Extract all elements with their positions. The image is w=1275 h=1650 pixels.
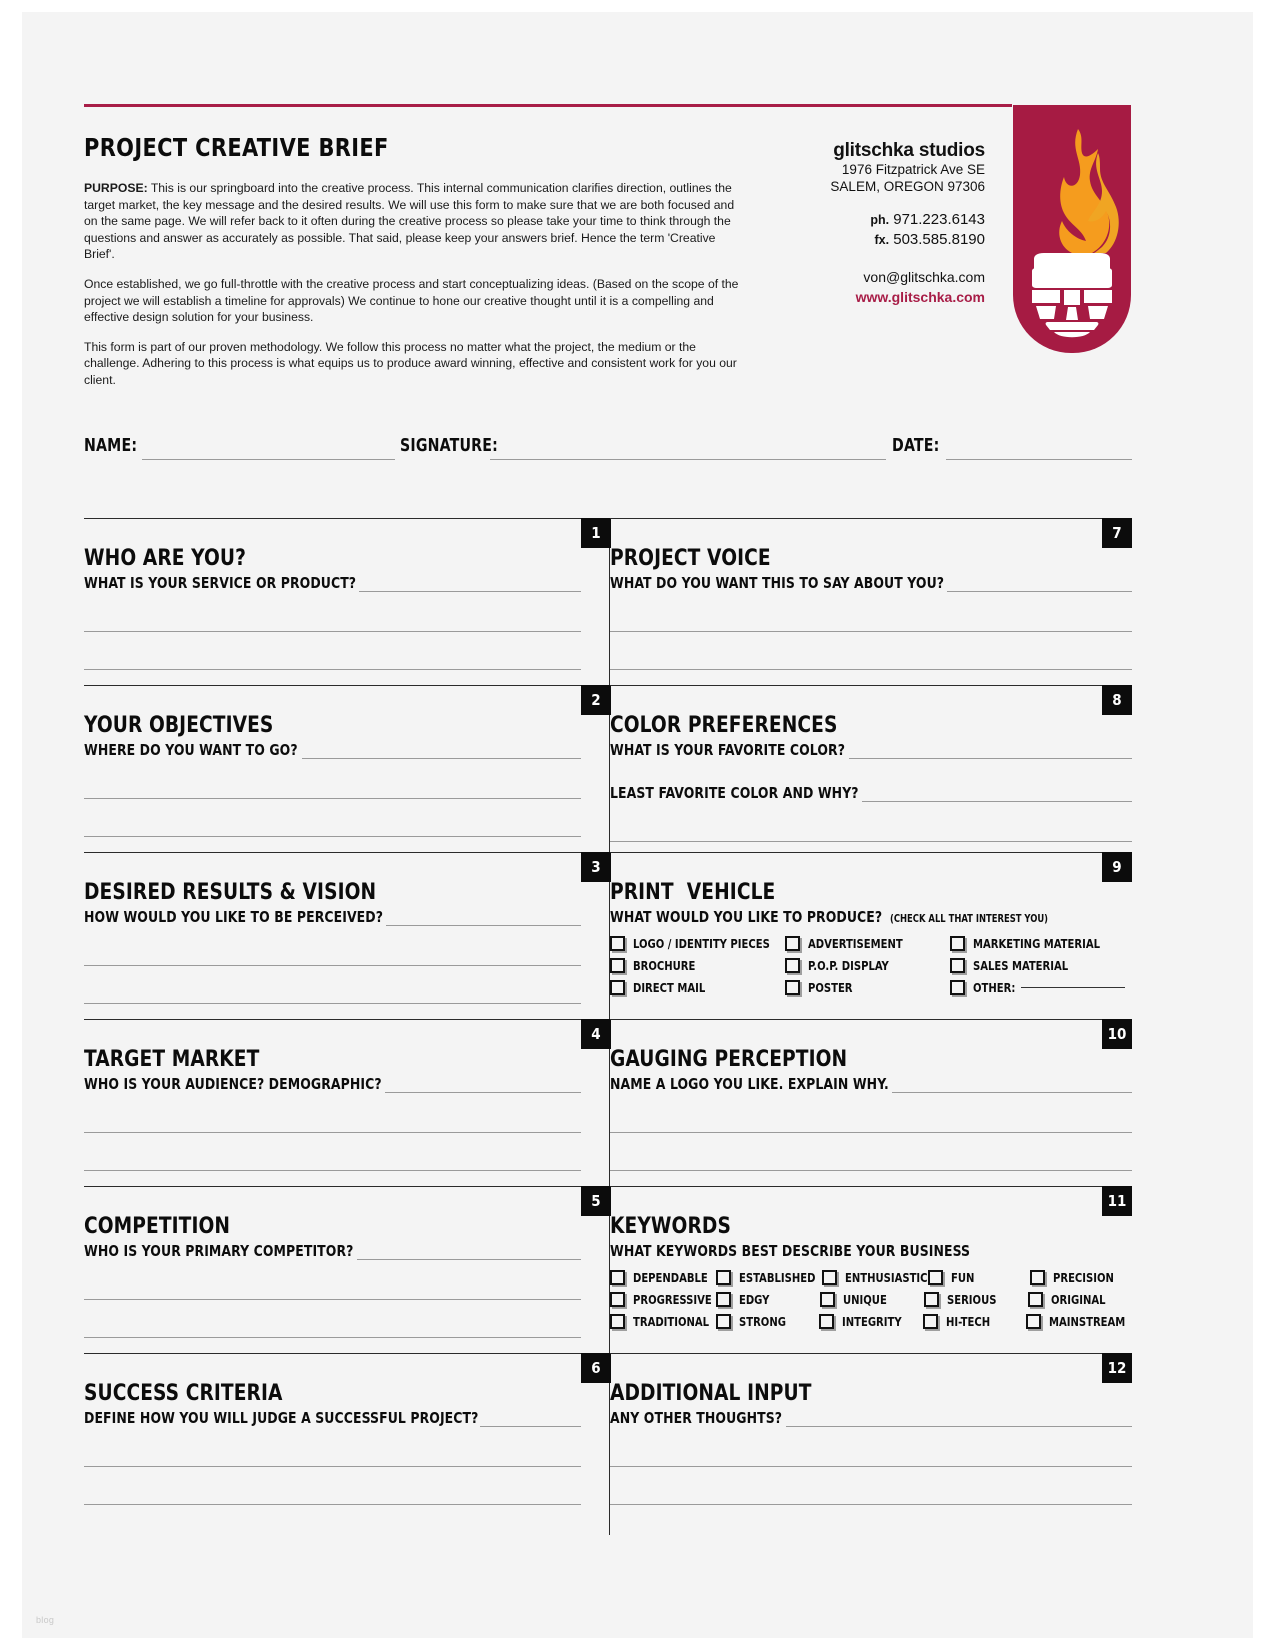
checkbox-label: DEPENDABLE [633, 1270, 708, 1285]
signature-input[interactable] [490, 459, 886, 460]
section-title: GAUGING PERCEPTION [610, 1046, 848, 1072]
section-body [610, 685, 1132, 842]
checkbox-option-direct-mail[interactable] [610, 980, 785, 995]
signature-row [84, 436, 1132, 460]
purpose-label: PURPOSE: [84, 181, 148, 195]
checkbox-icon[interactable] [610, 936, 625, 951]
checkbox-option-mainstream[interactable] [1026, 1314, 1132, 1329]
phone-group [785, 210, 985, 250]
form-section-7 [610, 518, 1132, 685]
section-subtitle-input[interactable] [947, 591, 1132, 592]
section-number-badge-1: 1 [581, 518, 611, 548]
section-note: (CHECK ALL THAT INTEREST YOU) [889, 913, 1048, 925]
checkbox-label: FUN [951, 1270, 975, 1285]
spacer [84, 1262, 581, 1299]
checkbox-icon[interactable] [924, 1292, 939, 1307]
section-subtitle-row [84, 574, 581, 594]
checkbox-icon[interactable] [950, 936, 965, 951]
header-accent-rule [84, 104, 1012, 107]
section-subtitle-2-row [610, 784, 1132, 804]
section-subtitle: WHAT IS YOUR SERVICE OR PRODUCT? [84, 574, 357, 592]
checkbox-icon[interactable] [716, 1314, 731, 1329]
answer-line[interactable] [84, 1504, 581, 1505]
section-number-badge-12: 12 [1102, 1353, 1132, 1383]
phone-label: ph. [870, 213, 890, 227]
checkbox-row [610, 958, 1132, 973]
section-body [84, 852, 581, 1004]
section-subtitle-row [84, 741, 581, 761]
section-number-badge-9: 9 [1102, 852, 1132, 882]
section-subtitle-input[interactable] [480, 1426, 581, 1427]
section-number-badge-8: 8 [1102, 685, 1132, 715]
checkbox-option-other[interactable] [950, 980, 1125, 995]
answer-line[interactable] [84, 836, 581, 837]
section-subtitle: WHO IS YOUR AUDIENCE? DEMOGRAPHIC? [84, 1075, 382, 1093]
section-subtitle-row [84, 908, 581, 928]
spacer [84, 632, 581, 669]
section-number-badge-11: 11 [1102, 1186, 1132, 1216]
page-margin-bottom [0, 1638, 1275, 1650]
purpose-paragraph [84, 180, 746, 263]
section-divider [610, 1019, 1132, 1020]
section-divider [84, 1019, 581, 1020]
section-subtitle: WHAT IS YOUR FAVORITE COLOR? [610, 741, 846, 759]
section-body [610, 1186, 1132, 1329]
checkbox-label: PROGRESSIVE [633, 1292, 712, 1307]
spacer [610, 1429, 1132, 1466]
section-subtitle: HOW WOULD YOU LIKE TO BE PERCEIVED? [84, 908, 384, 926]
spacer [610, 594, 1132, 631]
checkbox-option-brochure[interactable] [610, 958, 785, 973]
spacer [610, 632, 1132, 669]
spacer [84, 966, 581, 1003]
page-margin-top [0, 0, 1275, 12]
checkbox-label: ENTHUSIASTIC [845, 1270, 928, 1285]
form-section-11 [610, 1186, 1132, 1353]
section-subtitle: NAME A LOGO YOU LIKE. EXPLAIN WHY. [610, 1075, 889, 1093]
checkbox-label: SERIOUS [947, 1292, 997, 1307]
section-number-badge-2: 2 [581, 685, 611, 715]
section-number-badge-5: 5 [581, 1186, 611, 1216]
checkbox-option-edgy[interactable] [716, 1292, 820, 1307]
answer-line[interactable] [610, 841, 1132, 842]
checkbox-icon[interactable] [1030, 1270, 1045, 1285]
section-subtitle-input[interactable] [849, 758, 1132, 759]
answer-line[interactable] [610, 1170, 1132, 1171]
spacer [84, 761, 581, 798]
section-subtitle-row [610, 1075, 1132, 1095]
address-line-2: SALEM, OREGON 97306 [830, 178, 985, 194]
checkbox-grid [610, 1270, 1132, 1329]
spacer [610, 804, 1132, 841]
checkbox-icon[interactable] [923, 1314, 938, 1329]
section-subtitle-row [610, 574, 1132, 594]
answer-line[interactable] [84, 1170, 581, 1171]
section-number-badge-4: 4 [581, 1019, 611, 1049]
section-title: SUCCESS CRITERIA [84, 1380, 283, 1406]
checkbox-option-integrity[interactable] [819, 1314, 922, 1329]
date-label: DATE: [892, 436, 940, 456]
section-subtitle-input[interactable] [892, 1092, 1132, 1093]
checkbox-option-strong[interactable] [716, 1314, 819, 1329]
form-section-12 [610, 1353, 1132, 1520]
section-body [610, 518, 1132, 670]
checkbox-icon[interactable] [820, 1292, 835, 1307]
form-section-3 [84, 852, 601, 1019]
phone-number: 971.223.6143 [893, 211, 985, 228]
checkbox-icon[interactable] [928, 1270, 943, 1285]
form-section-1 [84, 518, 601, 685]
checkbox-icon[interactable] [785, 958, 800, 973]
section-subtitle-input[interactable] [357, 1259, 581, 1260]
address-line-1: 1976 Fitzpatrick Ave SE [841, 162, 985, 177]
form-section-5 [84, 1186, 601, 1353]
date-input[interactable] [946, 459, 1132, 460]
checkbox-option-enthusiastic[interactable] [822, 1270, 928, 1285]
spacer [610, 1095, 1132, 1132]
page-margin-right [1253, 0, 1275, 1650]
section-subtitle: WHERE DO YOU WANT TO GO? [84, 741, 298, 759]
purpose-text: This is our springboard into the creative process. This internal communication clarifies direction, outlines the target market, the key message and the desired results. We will use this form to make sure that we are both focused and on the same page. We will refer back to it often during the creative process so please take your time to think through the questions and answer as accurately as possible. That said, please keep your answers brief. Hence the term 'Creative Brief'. [84, 181, 735, 262]
paragraph-2: Once established, we go full-throttle with the creative process and start conceptualizing ideas. (Based on the scope of the project we will establish a timeline for approvals) We continue to hone our creative thought until it is a compelling and effective design solution for your business. [84, 276, 739, 325]
section-subtitle: WHAT WOULD YOU LIKE TO PRODUCE? [610, 908, 883, 926]
spacer [84, 928, 581, 965]
fax-number: 503.585.8190 [893, 231, 985, 248]
spacer [84, 594, 581, 631]
checkbox-option-sales-material[interactable] [950, 958, 1125, 973]
spacer [84, 1429, 581, 1466]
contact-block [785, 140, 985, 307]
spacer [84, 799, 581, 836]
checkbox-option-poster[interactable] [785, 980, 950, 995]
checkbox-label: ADVERTISEMENT [808, 936, 903, 951]
checkbox-option-p-o-p-display[interactable] [785, 958, 950, 973]
section-body [84, 1186, 581, 1338]
checkbox-icon[interactable] [610, 958, 625, 973]
checkbox-label: MARKETING MATERIAL [973, 936, 1101, 951]
answer-line[interactable] [610, 669, 1132, 670]
checkbox-option-hi-tech[interactable] [923, 1314, 1026, 1329]
spacer [610, 761, 1132, 781]
form-section-10 [610, 1019, 1132, 1186]
answer-line[interactable] [84, 1003, 581, 1004]
checkbox-label: SALES MATERIAL [973, 958, 1069, 973]
checkbox-row [610, 936, 1132, 951]
answer-line[interactable] [84, 1337, 581, 1338]
answer-line[interactable] [610, 1504, 1132, 1505]
checkbox-option-unique[interactable] [820, 1292, 924, 1307]
checkbox-option-logo-identity-pieces[interactable] [610, 936, 785, 951]
checkbox-label: UNIQUE [843, 1292, 887, 1307]
section-divider [84, 852, 581, 853]
section-body [84, 685, 581, 837]
section-divider [84, 1186, 581, 1187]
section-title: ADDITIONAL INPUT [610, 1380, 812, 1406]
checkbox-option-marketing-material[interactable] [950, 936, 1125, 951]
checkbox-label: TRADITIONAL [633, 1314, 710, 1329]
checkbox-icon[interactable] [610, 1292, 625, 1307]
section-subtitle-input[interactable] [786, 1426, 1132, 1427]
checkbox-label: ESTABLISHED [739, 1270, 816, 1285]
section-title: PRINT VEHICLE [610, 879, 776, 905]
checkbox-icon[interactable] [716, 1270, 731, 1285]
section-divider [84, 685, 581, 686]
checkbox-option-traditional[interactable] [610, 1314, 716, 1329]
section-subtitle-row [84, 1409, 581, 1429]
checkbox-grid [610, 936, 1132, 995]
section-subtitle: WHAT KEYWORDS BEST DESCRIBE YOUR BUSINESS [610, 1242, 971, 1260]
checkbox-label: P.O.P. DISPLAY [808, 958, 889, 973]
checkbox-option-original[interactable] [1028, 1292, 1132, 1307]
checkbox-option-established[interactable] [716, 1270, 822, 1285]
checkbox-row [610, 1292, 1132, 1307]
checkbox-icon[interactable] [950, 958, 965, 973]
checkbox-option-progressive[interactable] [610, 1292, 716, 1307]
section-subtitle: DEFINE HOW YOU WILL JUDGE A SUCCESSFUL PROJECT? [84, 1409, 479, 1427]
checkbox-label: PRECISION [1053, 1270, 1114, 1285]
section-divider [610, 518, 1132, 519]
section-body [84, 518, 581, 670]
checkbox-row [610, 980, 1132, 995]
checkbox-label: BROCHURE [633, 958, 696, 973]
section-divider [84, 518, 581, 519]
checkbox-option-fun[interactable] [928, 1270, 1030, 1285]
checkbox-icon[interactable] [785, 936, 800, 951]
checkbox-icon[interactable] [610, 1314, 625, 1329]
page-title: PROJECT CREATIVE BRIEF [84, 133, 389, 162]
checkbox-label: POSTER [808, 980, 853, 995]
checkbox-option-dependable[interactable] [610, 1270, 716, 1285]
section-subtitle-input[interactable] [385, 1092, 581, 1093]
section-body [610, 1353, 1132, 1505]
spacer [84, 1095, 581, 1132]
checkbox-label: EDGY [739, 1292, 770, 1307]
section-body [84, 1019, 581, 1171]
form-section-grid [84, 505, 1132, 1535]
phone-row [785, 210, 985, 230]
section-subtitle-input[interactable] [359, 591, 581, 592]
name-label: NAME: [84, 436, 138, 456]
fax-label: fx. [874, 233, 890, 247]
checkbox-icon[interactable] [610, 1270, 625, 1285]
header-block [84, 133, 754, 389]
spacer [610, 1467, 1132, 1504]
checkbox-icon[interactable] [950, 980, 965, 995]
section-number-badge-6: 6 [581, 1353, 611, 1383]
purpose-block [84, 180, 746, 389]
other-input[interactable] [1021, 987, 1125, 988]
section-title: DESIRED RESULTS & VISION [84, 879, 377, 905]
checkbox-icon[interactable] [822, 1270, 837, 1285]
section-divider [610, 1186, 1132, 1187]
section-divider [610, 852, 1132, 853]
checkbox-icon[interactable] [785, 980, 800, 995]
section-divider [84, 1353, 581, 1354]
section-subtitle: ANY OTHER THOUGHTS? [610, 1409, 783, 1427]
name-input[interactable] [142, 459, 395, 460]
checkbox-label: HI-TECH [945, 1314, 990, 1329]
form-section-8 [610, 685, 1132, 852]
section-subtitle-input[interactable] [386, 925, 581, 926]
section-subtitle-row [84, 1242, 581, 1262]
checkbox-option-precision[interactable] [1030, 1270, 1132, 1285]
section-title: TARGET MARKET [84, 1046, 260, 1072]
checkbox-label: OTHER: [973, 980, 1016, 995]
email-address[interactable]: von@glitschka.com [863, 269, 985, 285]
section-title: KEYWORDS [610, 1213, 731, 1239]
checkbox-row [610, 1270, 1132, 1285]
section-subtitle: WHO IS YOUR PRIMARY COMPETITOR? [84, 1242, 354, 1260]
checkbox-icon[interactable] [716, 1292, 731, 1307]
section-subtitle-row [610, 908, 1132, 928]
spacer [610, 1133, 1132, 1170]
section-number-badge-10: 10 [1102, 1019, 1132, 1049]
signature-label: SIGNATURE: [400, 436, 498, 456]
form-section-4 [84, 1019, 601, 1186]
spacer [84, 1133, 581, 1170]
section-subtitle-2: LEAST FAVORITE COLOR AND WHY? [610, 784, 859, 802]
section-subtitle-row [610, 1409, 1132, 1429]
checkbox-label: LOGO / IDENTITY PIECES [633, 936, 770, 951]
section-divider [610, 1353, 1132, 1354]
checkbox-label: ORIGINAL [1051, 1292, 1106, 1307]
section-number-badge-3: 3 [581, 852, 611, 882]
form-section-2 [84, 685, 601, 852]
online-group [785, 267, 985, 307]
checkbox-label: STRONG [739, 1314, 786, 1329]
form-section-9 [610, 852, 1132, 1019]
logo-panel [1013, 105, 1131, 353]
section-divider [610, 685, 1132, 686]
checkbox-option-serious[interactable] [924, 1292, 1028, 1307]
section-title: YOUR OBJECTIVES [84, 712, 274, 738]
section-body [84, 1353, 581, 1505]
checkbox-icon[interactable] [819, 1314, 834, 1329]
watermark: blog [36, 1615, 55, 1625]
spacer [84, 1467, 581, 1504]
answer-line[interactable] [84, 669, 581, 670]
section-body [610, 852, 1132, 995]
section-title: WHO ARE YOU? [84, 545, 247, 571]
section-number-badge-7: 7 [1102, 518, 1132, 548]
glitschka-flame-head-logo-icon [1020, 123, 1124, 338]
checkbox-label: MAINSTREAM [1048, 1314, 1126, 1329]
form-section-6 [84, 1353, 601, 1520]
section-subtitle-row [610, 1242, 1132, 1262]
section-title: PROJECT VOICE [610, 545, 771, 571]
fax-row [785, 230, 985, 250]
spacer [84, 1300, 581, 1337]
checkbox-icon[interactable] [1026, 1314, 1041, 1329]
checkbox-option-advertisement[interactable] [785, 936, 950, 951]
section-subtitle-row [610, 741, 1132, 761]
section-title: COMPETITION [84, 1213, 231, 1239]
section-subtitle: WHAT DO YOU WANT THIS TO SAY ABOUT YOU? [610, 574, 945, 592]
section-subtitle-2-input[interactable] [862, 801, 1132, 802]
checkbox-row [610, 1314, 1132, 1329]
checkbox-label: DIRECT MAIL [633, 980, 706, 995]
section-subtitle-input[interactable] [302, 758, 581, 759]
section-subtitle-row [84, 1075, 581, 1095]
website-link[interactable]: www.glitschka.com [855, 289, 985, 305]
checkbox-label: INTEGRITY [842, 1314, 902, 1329]
paragraph-3: This form is part of our proven methodology. We follow this process no matter what the project, the medium or the challenge. Adhering to this process is what equips us to produce award winning, effective and consistent work for you our client. [84, 339, 737, 387]
checkbox-icon[interactable] [610, 980, 625, 995]
section-title: COLOR PREFERENCES [610, 712, 838, 738]
section-body [610, 1019, 1132, 1171]
brand-name: glitschka studios [833, 140, 985, 161]
checkbox-icon[interactable] [1028, 1292, 1043, 1307]
page-margin-left [0, 0, 22, 1650]
